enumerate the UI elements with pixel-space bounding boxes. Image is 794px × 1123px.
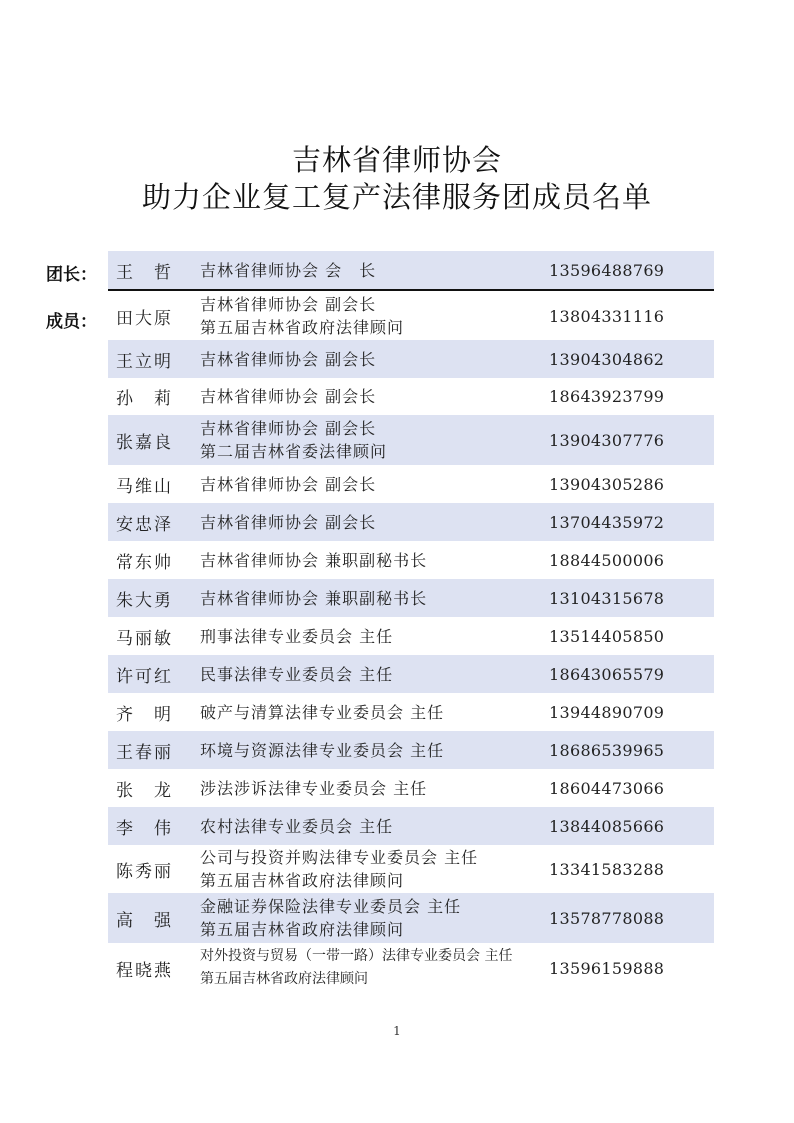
member-name: 马维山 (116, 476, 173, 497)
member-name: 马丽敏 (116, 628, 173, 649)
member-name: 王春丽 (116, 742, 173, 763)
member-role (196, 549, 541, 572)
member-role-line: 第二届吉林省委法律顾问 (200, 442, 388, 461)
member-row (108, 465, 714, 503)
member-phone: 13104315678 (549, 588, 665, 608)
member-name: 安忠泽 (116, 514, 173, 535)
member-name: 王 哲 (116, 262, 173, 283)
member-name: 许可红 (116, 666, 173, 687)
member-role-line: 吉林省律师协会 副会长 (200, 349, 377, 369)
member-name: 齐 明 (116, 704, 173, 725)
member-phone: 13904305286 (549, 474, 665, 494)
member-role-line: 吉林省律师协会 副会长 (200, 387, 377, 406)
leader-row (108, 251, 714, 289)
member-row (108, 292, 714, 340)
member-name: 孙 莉 (116, 389, 173, 409)
member-name: 高 强 (116, 910, 173, 931)
member-name: 程晓燕 (116, 960, 173, 981)
member-role (196, 348, 541, 371)
member-role (196, 846, 541, 892)
member-row (108, 655, 714, 693)
member-phone: 13944890709 (549, 702, 665, 722)
member-role (196, 739, 541, 762)
member-name: 李 伟 (116, 818, 173, 839)
member-phone: 13804331116 (549, 306, 665, 326)
document-title-line-2: 助力企业复工复产法律服务团成员名单 (141, 180, 652, 214)
member-role-line: 吉林省律师协会 兼职副秘书长 (200, 588, 428, 608)
member-role (196, 417, 541, 463)
member-name: 张 龙 (116, 780, 173, 801)
member-row (108, 503, 714, 541)
member-row (108, 769, 714, 807)
member-role-line: 刑事法律专业委员会 主任 (200, 626, 394, 646)
document-title-line-1: 吉林省律师协会 (291, 143, 502, 177)
member-role-line: 吉林省律师协会 副会长 (200, 419, 377, 438)
member-row (108, 617, 714, 655)
member-role-line: 第五届吉林省政府法律顾问 (200, 971, 368, 987)
member-name: 田大原 (116, 308, 173, 329)
member-role (196, 385, 541, 408)
member-row (108, 693, 714, 731)
member-phone: 18844500006 (549, 550, 665, 570)
member-phone: 13704435972 (549, 512, 665, 532)
member-role (196, 663, 541, 686)
member-phone: 13904304862 (549, 349, 665, 369)
member-row (108, 845, 714, 893)
member-phone: 13904307776 (549, 430, 665, 450)
member-role (196, 815, 541, 838)
member-row (108, 943, 714, 993)
member-role-line: 民事法律专业委员会 主任 (200, 664, 394, 684)
member-phone: 13578778088 (549, 908, 665, 928)
member-row (108, 579, 714, 617)
member-name: 朱大勇 (116, 590, 173, 611)
member-role (196, 259, 541, 282)
member-row (108, 731, 714, 769)
member-role-line: 第五届吉林省政府法律顾问 (200, 318, 405, 337)
member-role (196, 701, 541, 724)
member-role-line: 第五届吉林省政府法律顾问 (200, 920, 405, 939)
member-role-line: 吉林省律师协会 副会长 (200, 512, 377, 532)
member-row (108, 541, 714, 579)
member-row (108, 893, 714, 943)
member-role (196, 625, 541, 648)
member-role-line: 环境与资源法律专业委员会 主任 (200, 740, 445, 760)
member-role-line: 第五届吉林省政府法律顾问 (200, 871, 405, 890)
member-role-line: 金融证券保险法律专业委员会 主任 (200, 897, 462, 916)
member-role-line: 吉林省律师协会 副会长 (200, 295, 377, 314)
member-role-line: 对外投资与贸易（一带一路）法律专业委员会 主任 (200, 948, 513, 964)
member-role-line: 吉林省律师协会 副会长 (200, 474, 377, 494)
member-role (196, 587, 541, 610)
member-role-line: 破产与清算法律专业委员会 主任 (200, 702, 445, 722)
leader-label: 团长： (46, 265, 97, 285)
member-row (108, 378, 714, 415)
member-role-line: 涉法涉诉法律专业委员会 主任 (200, 778, 428, 798)
member-row (108, 415, 714, 465)
member-row (108, 807, 714, 845)
member-phone: 18686539965 (549, 740, 665, 760)
page-number: 1 (393, 1024, 401, 1038)
member-phone: 18643923799 (549, 387, 665, 406)
member-phone: 13341583288 (549, 859, 665, 879)
leader-divider (108, 289, 714, 291)
member-name: 王立明 (116, 351, 173, 372)
member-name: 陈秀丽 (116, 861, 173, 882)
member-phone: 18643065579 (549, 664, 665, 684)
member-role (196, 473, 541, 496)
member-phone: 13596159888 (549, 958, 665, 978)
member-role-line: 吉林省律师协会 会 长 (200, 260, 377, 280)
member-role (196, 511, 541, 534)
member-role (196, 293, 541, 339)
member-phone: 18604473066 (549, 778, 665, 798)
member-role-line: 吉林省律师协会 兼职副秘书长 (200, 550, 428, 570)
member-phone: 13844085666 (549, 816, 665, 836)
member-row (108, 340, 714, 378)
member-role-line: 农村法律专业委员会 主任 (200, 816, 394, 836)
member-name: 常东帅 (116, 552, 173, 573)
members-label: 成员： (46, 312, 97, 332)
member-phone: 13596488769 (549, 260, 665, 280)
member-role (196, 895, 541, 941)
member-role (196, 945, 541, 991)
member-phone: 13514405850 (549, 626, 665, 646)
member-role-line: 公司与投资并购法律专业委员会 主任 (200, 848, 479, 867)
member-name: 张嘉良 (116, 432, 173, 453)
member-role (196, 777, 541, 800)
